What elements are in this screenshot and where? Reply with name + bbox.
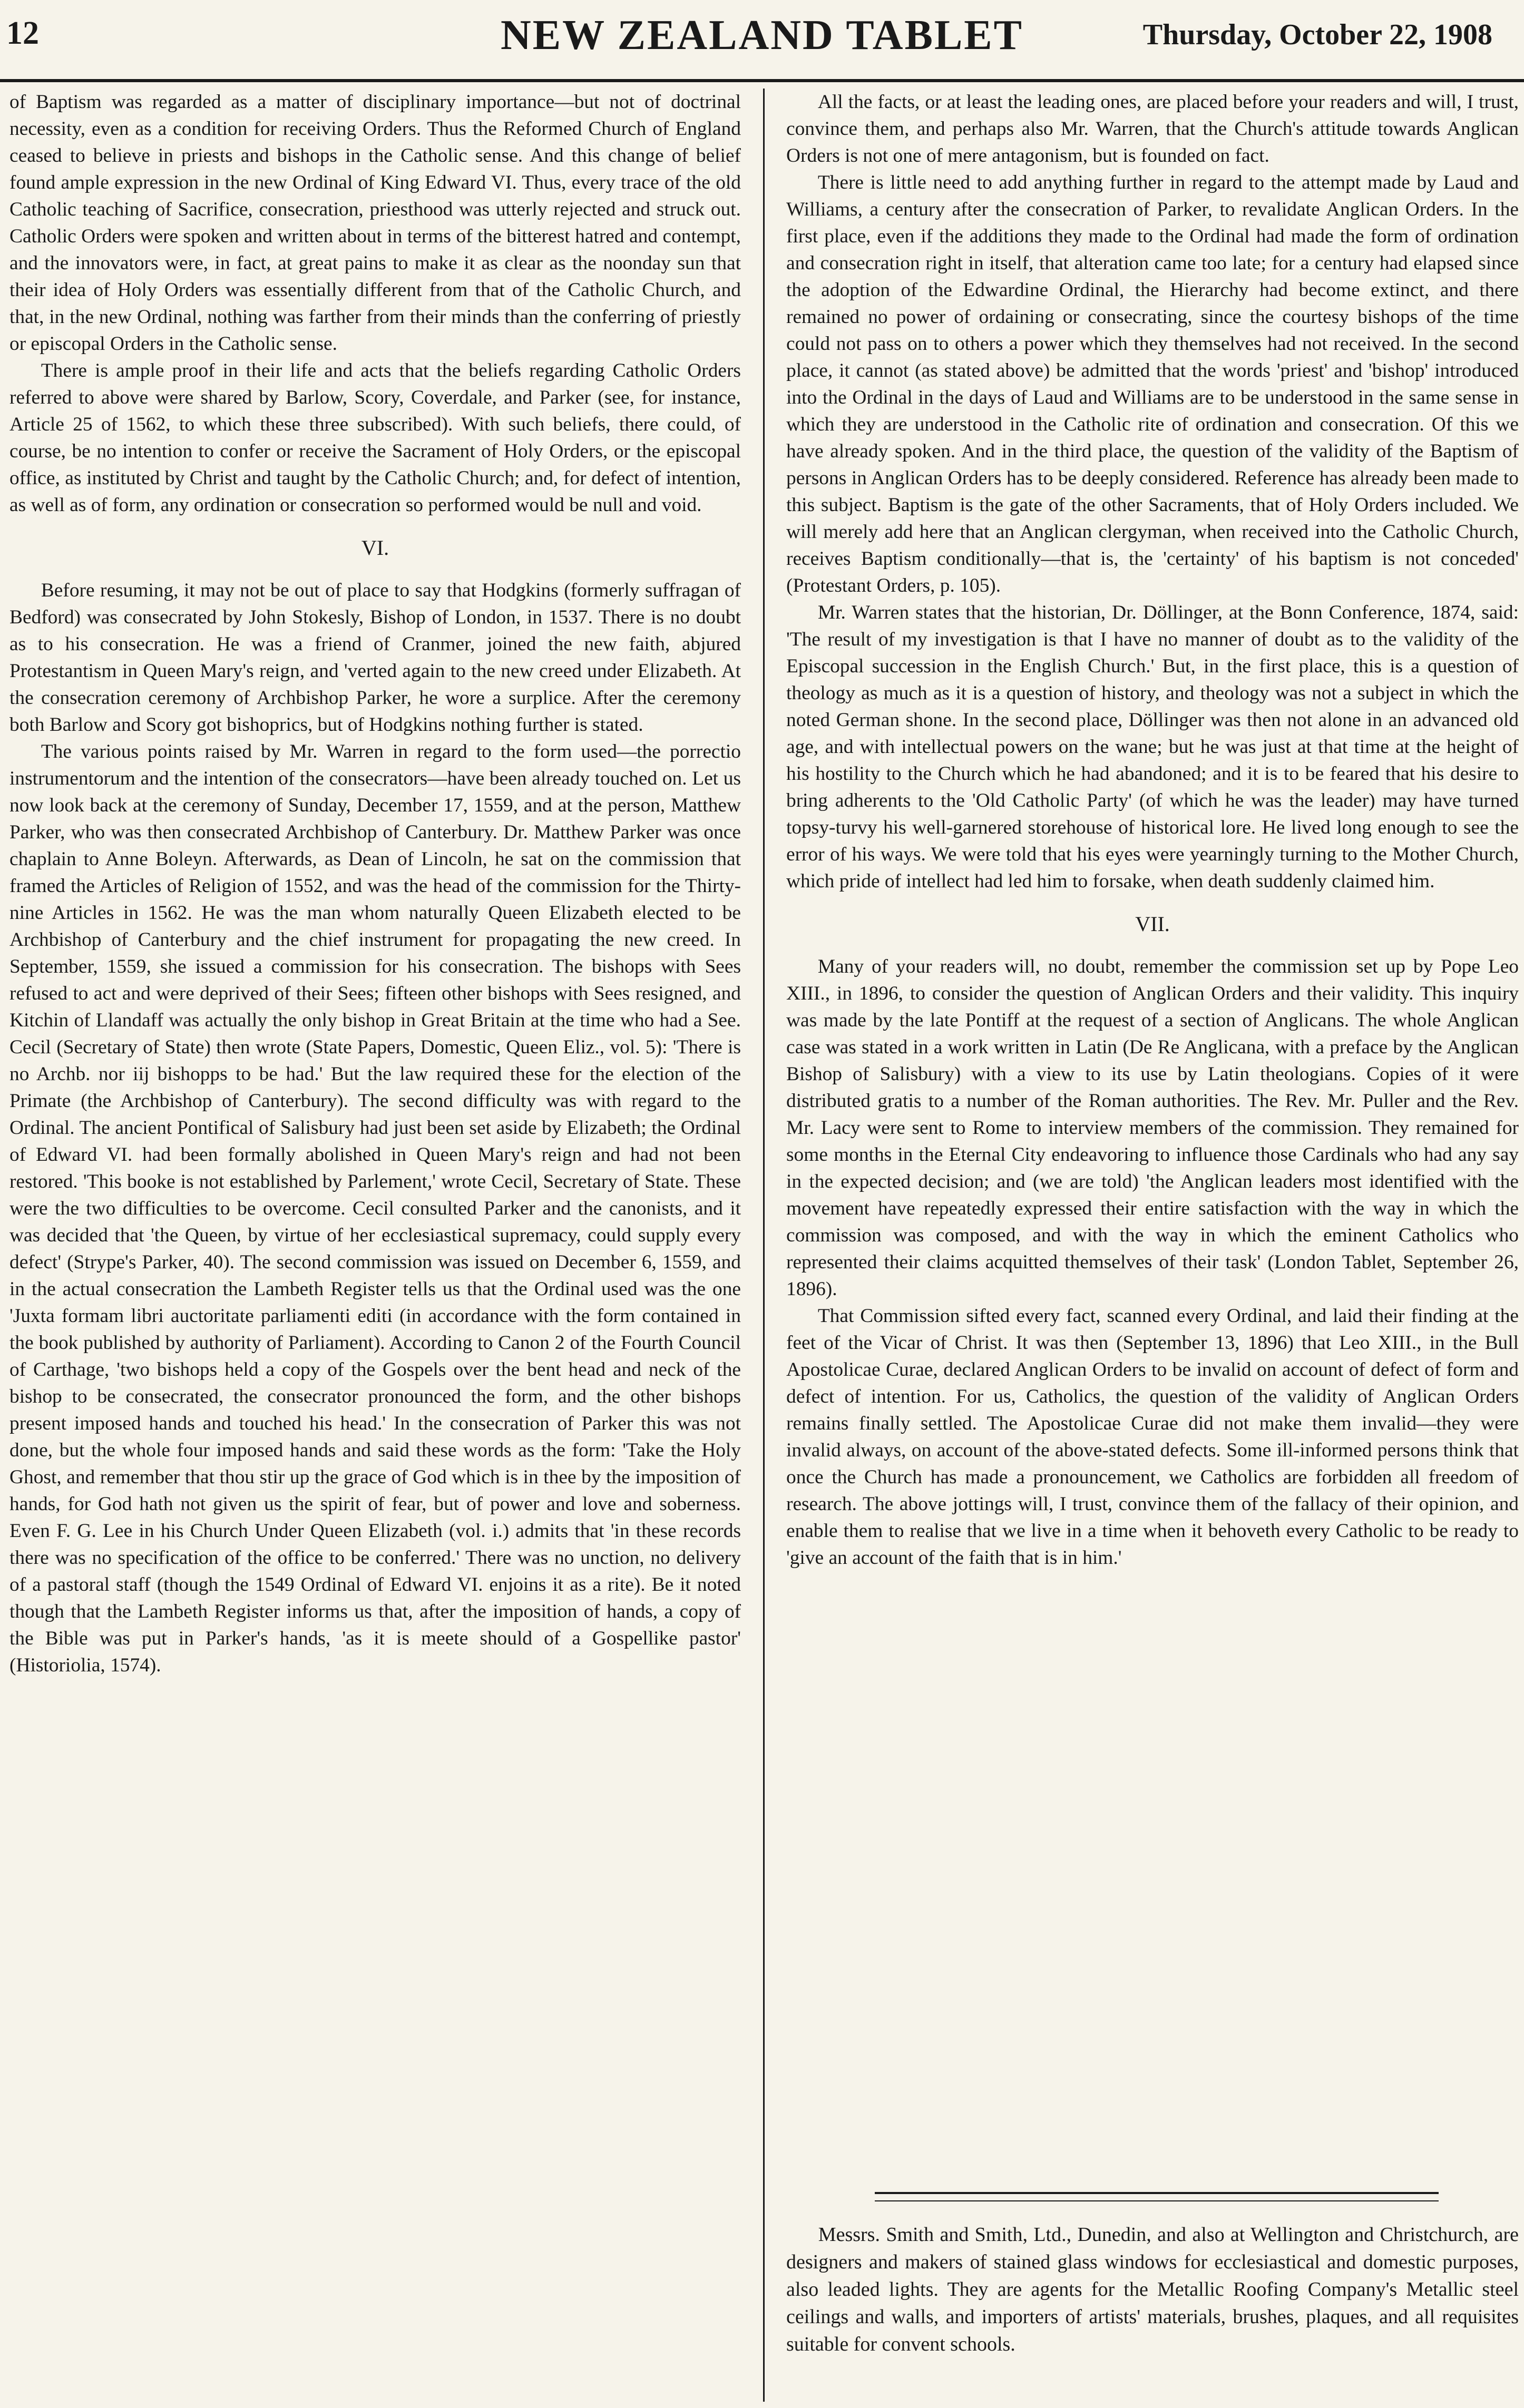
advert-text: Messrs. Smith and Smith, Ltd., Dunedin, and also at Wellington and Christchurch, are designers and makers of stained glass windows for ecclesiastical and domestic purposes, also leaded lights. They are agents for the Metallic Roofing Company's Metallic steel ceilings and walls, and importers of artists' materials, brushes, plaques, and all requisites suitable for convent schools. bbox=[786, 2224, 1519, 2355]
section-heading: VI. bbox=[361, 536, 389, 560]
paragraph: of Baptism was regarded as a matter of disciplinary importance—but not of doctrinal necessity, even as a condition for receiving Orders. Thus the Reformed Church of England ceased to believe in priests and bishops in the Catholic sense. And this change of belief found ample expression in the new Ordinal of King Edward VI. Thus, every trace of the old Catholic teaching of Sacrifice, consecration, priesthood was utterly rejected and struck out. Catholic Orders were spoken and written about in terms of the bitterest hatred and contempt, and the innovators were, in fact, at great pains to make it as clear as the noonday sun that their idea of Holy Orders was essentially different from that of the Catholic Church, and that, in the new Ordinal, nothing was farther from their minds than the conferring of priestly or episcopal Orders in the Catholic sense. bbox=[9, 91, 741, 355]
paragraph: Mr. Warren states that the historian, Dr. Döllinger, at the Bonn Conference, 1874, said: 'The result of my investigation is that I have no manner of doubt as to the validity of the Episcopal succession in the English Church.' But, in the first place, this is a question of theology as much as it is a question of history, and theology was not a subject in which the noted German shone. In the second place, Döllinger was then not alone in an advanced old age, and with intellectual powers on the wane; but he was just at that time at the height of his hostility to the Church which he had abandoned; and it is to be feared that his desire to bring adherents to the 'Old Catholic Party' (of which he was the leader) may have turned topsy-turvy his well-garnered storehouse of historical lore. He lived long enough to see the error of his ways. We were told that his eyes were yearningly turning to the Mother Church, which pride of intellect had led him to forsake, when death suddenly claimed him. bbox=[786, 602, 1519, 892]
advertisement bbox=[786, 2221, 1519, 2358]
advert-rule-top bbox=[875, 2192, 1439, 2194]
paragraph: That Commission sifted every fact, scanned every Ordinal, and laid their finding at the feet of the Vicar of Christ. It was then (September 13, 1896) that Leo XIII., in the Bull Apostolicae Curae, declared Anglican Orders to be invalid on account of defect of form and defect of intention. For us, Catholics, the question of the validity of Anglican Orders remains finally settled. The Apostolicae Curae did not make them invalid—they were invalid always, on account of the above-stated defects. Some ill-informed persons think that once the Church has made a pronouncement, we Catholics are forbidden all freedom of research. The above jottings will, I trust, convince them of the fallacy of their opinion, and enable them to realise that we live in a time when it behoveth every Catholic to be ready to 'give an account of the faith that is in him.' bbox=[786, 1305, 1519, 1569]
paragraph: There is little need to add anything further in regard to the attempt made by Laud and Williams, a century after the consecration of Parker, to revalidate Anglican Orders. In the first place, even if the additions they made to the Ordinal had made the form of ordination and consecration right in itself, that alteration came too late; for a century had elapsed since the adoption of the Edwardine Ordinal, the Hierarchy had become extinct, and there remained no power of ordaining or consecrating, since the courtesy bishops of the time could not pass on to others a power which they themselves had not received. In the second place, it cannot (as stated above) be admitted that the words 'priest' and 'bishop' introduced into the Ordinal in the days of Laud and Williams are to be understood in the same sense in which they are understood in the Catholic rite of ordination and consecration. Of this we have already spoken. And in the third place, the question of the validity of the Baptism of persons in Anglican Orders has to be deeply considered. Reference has already been made to this subject. Baptism is the gate of the other Sacraments, that of Holy Orders included. We will merely add here that an Anglican clergyman, when received into the Catholic Church, receives Baptism conditionally—that is, the 'certainty' of his baptism is not conceded' (Protestant Orders, p. 105). bbox=[786, 172, 1519, 596]
left-column bbox=[9, 89, 741, 1679]
right-column bbox=[786, 89, 1519, 1571]
advert-rule-inner bbox=[875, 2200, 1439, 2201]
paragraph: Many of your readers will, no doubt, remember the commission set up by Pope Leo XIII., in 1896, to consider the question of Anglican Orders and their validity. This inquiry was made by the late Pontiff at the request of a section of Anglicans. The whole Anglican case was stated in a work written in Latin (De Re Anglicana, with a preface by the Anglican Bishop of Salisbury) with a view to its use by Latin theologians. Copies of it were distributed gratis to a number of the Roman authorities. The Rev. Mr. Puller and the Rev. Mr. Lacy were sent to Rome to interview members of the commission. They remained for some months in the Eternal City endeavoring to influence those Cardinals who had any say in the expected decision; and (we are told) 'the Anglican leaders most identified with the movement have repeatedly expressed their entire satisfaction with the way in which the commission was composed, and with the way in which the eminent Catholics who represented their claims acquitted themselves of their task' (London Tablet, September 26, 1896). bbox=[786, 956, 1519, 1300]
header-rule bbox=[0, 79, 1524, 82]
paragraph: There is ample proof in their life and acts that the beliefs regarding Catholic Orders referred to above were shared by Barlow, Scory, Coverdale, and Parker (see, for instance, Article 25 of 1562, to which these three subscribed). With such beliefs, there could, of course, be no intention to confer or receive the Sacrament of Holy Orders, or the episcopal office, as instituted by Christ and taught by the Catholic Church; and, for defect of intention, as well as of form, any ordination or consecration so performed would be null and void. bbox=[9, 360, 741, 516]
paragraph: Before resuming, it may not be out of place to say that Hodgkins (formerly suffragan of Bedford) was consecrated by John Stokesly, Bishop of London, in 1537. There is no doubt as to his consecration. He was a friend of Cranmer, joined the new faith, abjured Protestantism in Queen Mary's reign, and 'verted again to the new creed under Elizabeth. At the consecration ceremony of Archbishop Parker, he wore a surplice. After the ceremony both Barlow and Scory got bishoprics, but of Hodgkins nothing further is stated. bbox=[9, 580, 741, 736]
issue-date: Thursday, October 22, 1908 bbox=[1142, 18, 1492, 51]
page-number: 12 bbox=[6, 15, 39, 51]
masthead-title: NEW ZEALAND TABLET bbox=[500, 12, 1024, 58]
paragraph: All the facts, or at least the leading ones, are placed before your readers and will, I trust, convince them, and perhaps also Mr. Warren, that the Church's attitude towards Anglican Orders is not one of mere antagonism, but is founded on fact. bbox=[786, 91, 1519, 167]
column-divider bbox=[763, 89, 765, 2402]
section-heading: VII. bbox=[1135, 912, 1170, 936]
paragraph: The various points raised by Mr. Warren in regard to the form used—the porrectio instrumentorum and the intention of the consecrators—have been already touched on. Let us now look back at the ceremony of Sunday, December 17, 1559, and at the person, Matthew Parker, who was then consecrated Archbishop of Canterbury. Dr. Matthew Parker was once chaplain to Anne Boleyn. Afterwards, as Dean of Lincoln, he sat on the commission that framed the Articles of Religion of 1552, and was the head of the commission for the Thirty-nine Articles in 1562. He was the man whom naturally Queen Elizabeth elected to be Archbishop of Canterbury and the chief instrument for propagating the new creed. In September, 1559, she issued a commission for his consecration. The bishops with Sees refused to act and were deprived of their Sees; fifteen other bishops with Sees resigned, and Kitchin of Llandaff was actually the only bishop in Great Britain at the time who had a See. Cecil (Secretary of State) then wrote (State Papers, Domestic, Queen Eliz., vol. 5): 'There is no Archb. nor iij bishopps to be had.' But the law required these for the election of the Primate (the Archbishop of Canterbury). The second difficulty was with regard to the Ordinal. The ancient Pontifical of Salisbury had just been set aside by Elizabeth; the Ordinal of Edward VI. had been formally abolished in Queen Mary's reign and had not been restored. 'This booke is not established by Parlement,' wrote Cecil, Secretary of State. These were the two difficulties to be overcome. Cecil consulted Parker and the canonists, and it was decided that 'the Queen, by virtue of her ecclesiastical supremacy, could supply every defect' (Strype's Parker, 40). The second commission was issued on December 6, 1559, and in the actual consecration the Lambeth Register tells us that the Ordinal used was the one 'Juxta formam libri auctoritate parliamenti editi (in accordance with the form contained in the book published by authority of Parliament). According to Canon 2 of the Fourth Council of Carthage, 'two bishops held a copy of the Gospels over the bent head and neck of the bishop to be consecrated, the consecrator pronounced the form, and the other bishops present imposed hands and touched his head.' In the consecration of Parker this was not done, but the whole four imposed hands and said these words as the form: 'Take the Holy Ghost, and remember that thou stir up the grace of God which is in thee by the imposition of hands, for God hath not given us the spirit of fear, but of power and love and soberness. Even F. G. Lee in his Church Under Queen Elizabeth (vol. i.) admits that 'in these records there was no specification of the office to be conferred.' There was no unction, no delivery of a pastoral staff (though the 1549 Ordinal of Edward VI. enjoins it as a rite). Be it noted though that the Lambeth Register informs us that, after the imposition of hands, a copy of the Bible was put in Parker's hands, 'as it is meete should of a Gospellike pastor' (Historiolia, 1574). bbox=[9, 741, 741, 1676]
page-header bbox=[0, 0, 1524, 92]
